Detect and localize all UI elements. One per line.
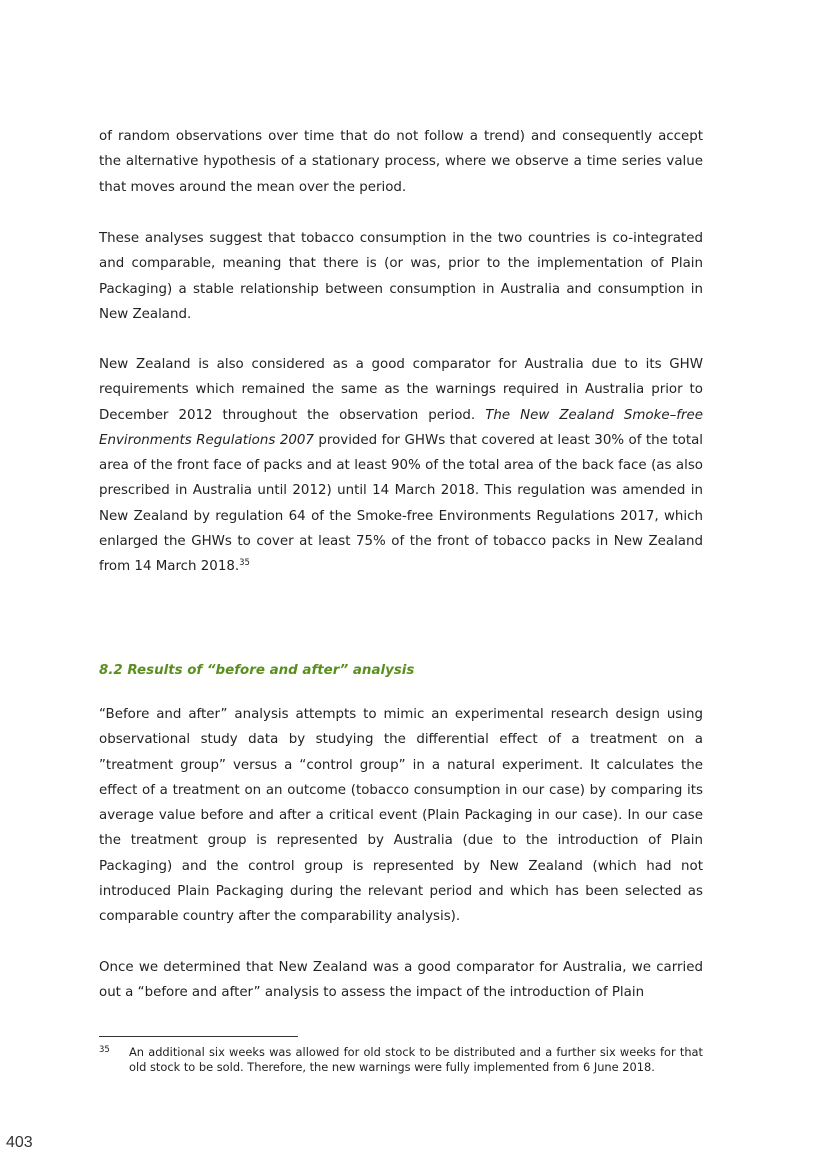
page-number: 403 — [6, 1134, 33, 1151]
section-paragraph-2: Once we determined that New Zealand was a good comparator for Australia, we carried out a “before and after” analysis to assess the impact of the introduction of Plain — [99, 960, 703, 1001]
regulation-title: The New Zealand Smoke–free Environments Regulations 2007 — [99, 407, 703, 448]
body-paragraph-1: of random observations over time that do not follow a trend) and consequently accept the alternative hypothesis of a stationary process, where we observe a time series value that moves around the mean over the period. — [99, 129, 703, 195]
paragraph-3-text-end: provided for GHWs that covered at least 30% of the total area of the front face of packs and at least 90% of the total area of the back face (as also prescribed in Australia until 2012) until 14 March 2018. This regulation was amended in New Zealand by regulation 64 of the Smoke-free Environments Regulations 2017, which enlarged the GHWs to cover at least 75% of the front of tobacco packs in New Zealand from 14 March 2018. — [99, 432, 704, 575]
section-paragraph-1: “Before and after” analysis attempts to mimic an experimental research design using observational study data by studying the differential effect of a treatment on a ”treatment group” versus a “control group” in a natural experiment. It calculates the effect of a treatment on an outcome (tobacco consumption in our case) by comparing its average value before and after a critical event (Plain Packaging in our case). In our case the treatment group is represented by Australia (due to the introduction of Plain Packaging) and the control group is represented by New Zealand (which had not introduced Plain Packaging during the relevant period and which has been selected as comparable country after the comparability analysis). — [99, 707, 703, 925]
footnote-reference: 35 — [239, 558, 250, 569]
section-heading: 8.2 Results of “before and after” analysis — [99, 663, 415, 678]
footnote — [99, 1045, 703, 1076]
paragraph-3-text-start: New Zealand is also considered as a good comparator for Australia due to its GHW requirements which remained the same as the warnings required in Australia prior to December 2012 throughout the observation period. — [99, 357, 703, 423]
body-paragraph-2: These analyses suggest that tobacco consumption in the two countries is co-integrated and comparable, meaning that there is (or was, prior to the implementation of Plain Packaging) a stable relationship between consumption in Australia and consumption in New Zealand. — [99, 231, 703, 322]
footnote-separator — [99, 1036, 298, 1037]
footnote-number: 35 — [99, 1045, 110, 1055]
footnote-text: An additional six weeks was allowed for old stock to be distributed and a further six weeks for that old stock to be sold. Therefore, the new warnings were fully implemented from 6 June 2018. — [129, 1045, 703, 1075]
body-paragraph-3 — [99, 352, 703, 580]
